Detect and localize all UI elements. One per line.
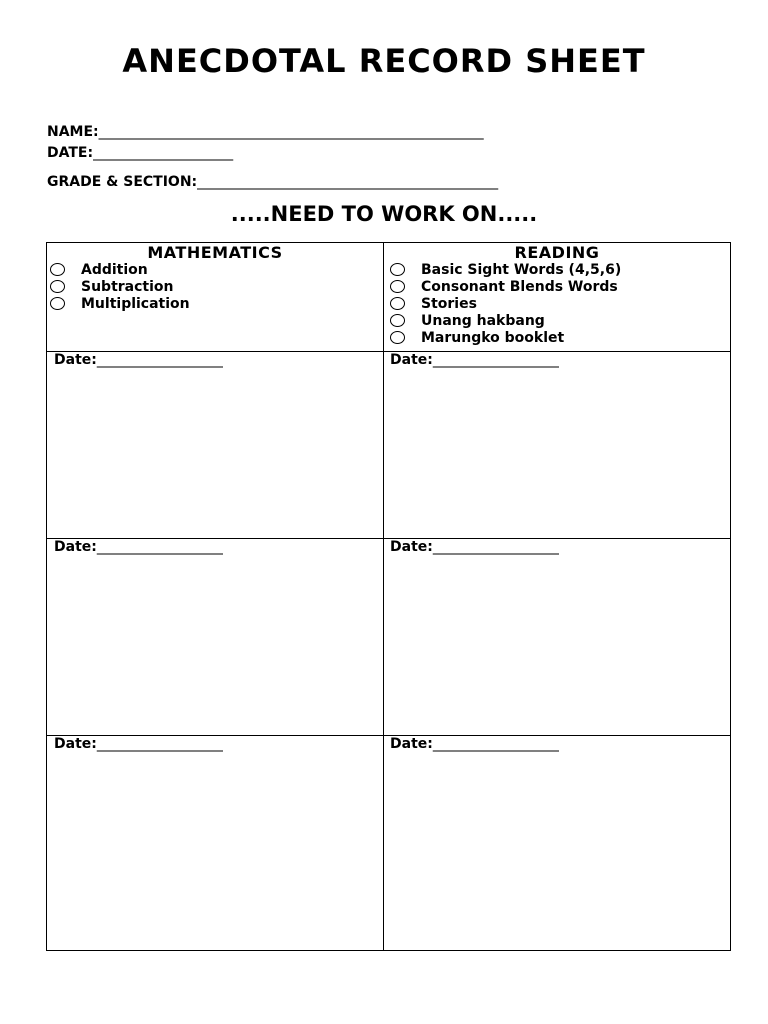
column-divider — [383, 243, 384, 950]
date-entry-cell — [390, 736, 559, 752]
checkbox-circle-icon — [390, 297, 405, 310]
skill-label: Consonant Blends Words — [421, 278, 618, 295]
skill-label: Unang hakbang — [421, 312, 545, 329]
date-entry-blank-line: __________________ — [96, 352, 223, 368]
grade-section-label: GRADE & SECTION: — [47, 174, 198, 190]
grade-section-field — [47, 174, 498, 190]
date-blank-line: ____________________ — [93, 145, 234, 161]
skill-label: Subtraction — [81, 278, 174, 295]
name-blank-line: _______________________________________________________ — [98, 124, 484, 140]
checkbox-circle-icon — [390, 263, 405, 276]
skill-item-consonant-blends — [390, 278, 621, 295]
skill-item-addition — [50, 261, 190, 278]
skill-item-subtraction — [50, 278, 190, 295]
date-entry-cell — [390, 352, 559, 368]
name-label: NAME: — [47, 124, 99, 140]
skill-label: Marungko booklet — [421, 329, 565, 346]
skill-item-basic-sight-words — [390, 261, 621, 278]
date-entry-cell — [390, 539, 559, 555]
date-entry-blank-line: __________________ — [432, 539, 559, 555]
reading-skill-list — [390, 261, 621, 346]
mathematics-skill-list — [50, 261, 190, 312]
reading-heading: READING — [514, 243, 600, 262]
sheet-title: ANECDOTAL RECORD SHEET — [122, 42, 646, 80]
need-to-work-on-heading: .....NEED TO WORK ON..... — [230, 202, 538, 226]
date-entry-blank-line: __________________ — [432, 736, 559, 752]
skill-label: Stories — [421, 295, 477, 312]
record-table — [46, 242, 731, 951]
name-field — [47, 124, 484, 140]
date-entry-label: Date: — [390, 736, 433, 752]
checkbox-circle-icon — [390, 280, 405, 293]
skill-item-unang-hakbang — [390, 312, 621, 329]
checkbox-circle-icon — [50, 280, 65, 293]
checkbox-circle-icon — [50, 297, 65, 310]
date-entry-cell — [54, 736, 223, 752]
date-field — [47, 145, 233, 161]
date-entry-label: Date: — [54, 352, 97, 368]
date-entry-blank-line: __________________ — [432, 352, 559, 368]
checkbox-circle-icon — [390, 331, 405, 344]
date-entry-label: Date: — [390, 539, 433, 555]
skill-label: Basic Sight Words (4,5,6) — [421, 261, 622, 278]
grade-section-blank-line: ___________________________________________ — [197, 174, 499, 190]
skill-label: Multiplication — [81, 295, 190, 312]
date-entry-cell — [54, 352, 223, 368]
checkbox-circle-icon — [50, 263, 65, 276]
date-label: DATE: — [47, 145, 94, 161]
date-entry-cell — [54, 539, 223, 555]
date-entry-blank-line: __________________ — [96, 539, 223, 555]
date-entry-blank-line: __________________ — [96, 736, 223, 752]
skill-item-multiplication — [50, 295, 190, 312]
mathematics-heading: MATHEMATICS — [147, 243, 283, 262]
checkbox-circle-icon — [390, 314, 405, 327]
skill-item-marungko-booklet — [390, 329, 621, 346]
date-entry-label: Date: — [54, 539, 97, 555]
date-entry-label: Date: — [54, 736, 97, 752]
skill-item-stories — [390, 295, 621, 312]
date-entry-label: Date: — [390, 352, 433, 368]
skill-label: Addition — [81, 261, 148, 278]
